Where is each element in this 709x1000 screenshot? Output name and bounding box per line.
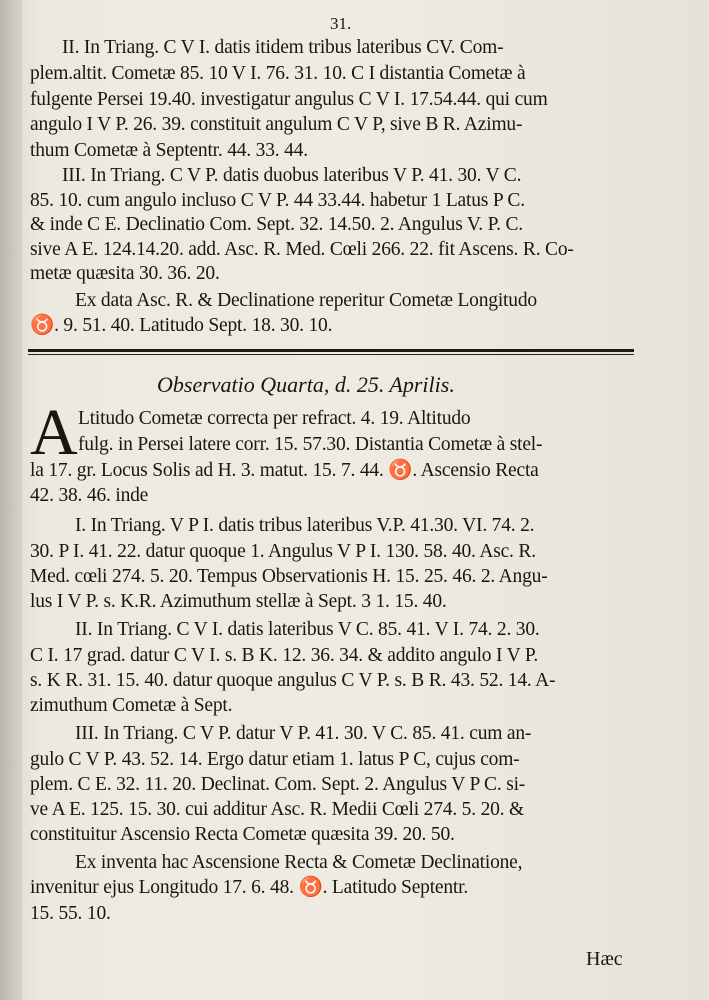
text-line: I. In Triang. V P I. datis tribus lateribus V.P. 41.30. VI. 74. 2.: [75, 515, 535, 536]
text-line: constituitur Ascensio Recta Cometæ quæsita 39. 20. 50.: [30, 824, 455, 845]
text-line: III. In Triang. C V P. datis duobus lateribus V P. 41. 30. V C.: [62, 165, 522, 186]
page-gutter-shadow: [0, 0, 22, 1000]
text-line: 42. 38. 46. inde: [30, 485, 149, 506]
text-line: ♉. 9. 51. 40. Latitudo Sept. 18. 30. 10.: [30, 315, 333, 336]
text-line: angulo I V P. 26. 39. constituit angulum C V P, sive B R. Azimu-: [30, 114, 523, 135]
text-line: Ex data Asc. R. & Declinatione reperitur Cometæ Longitudo: [75, 290, 537, 311]
section-rule: [28, 349, 634, 352]
text-line: fulg. in Persei latere corr. 15. 57.30. Distantia Cometæ à stel-: [78, 434, 543, 455]
text-line: C I. 17 grad. datur C V I. s. B K. 12. 36. 34. & addito angulo I V P.: [30, 645, 539, 666]
text-line: gulo C V P. 43. 52. 14. Ergo datur etiam 1. latus P C, cujus com-: [30, 749, 520, 770]
text-line: 30. P I. 41. 22. datur quoque 1. Angulus V P I. 130. 58. 40. Asc. R.: [30, 541, 536, 562]
text-line: plem. C E. 32. 11. 20. Declinat. Com. Sept. 2. Angulus V P C. si-: [30, 774, 526, 795]
drop-cap: A: [30, 396, 78, 469]
text-line: zimuthum Cometæ à Sept.: [30, 695, 233, 716]
section-rule-thin: [28, 354, 634, 355]
text-line: metæ quæsita 30. 36. 20.: [30, 263, 220, 284]
text-line: sive A E. 124.14.20. add. Asc. R. Med. Cœli 266. 22. fit Ascens. R. Co-: [30, 239, 574, 260]
text-line: s. K R. 31. 15. 40. datur quoque angulus C V P. s. B R. 43. 52. 14. A-: [30, 670, 556, 691]
section-heading: Observatio Quarta, d. 25. Aprilis.: [157, 372, 455, 397]
text-line: lus I V P. s. K.R. Azimuthum stellæ à Sept. 3 1. 15. 40.: [30, 591, 447, 612]
text-line: III. In Triang. C V P. datur V P. 41. 30. V C. 85. 41. cum an-: [75, 723, 532, 744]
text-line: Ltitudo Cometæ correcta per refract. 4. 19. Altitudo: [78, 408, 471, 429]
text-line: plem.altit. Cometæ 85. 10 V I. 76. 31. 10. C I distantia Cometæ à: [30, 63, 526, 84]
text-line: invenitur ejus Longitudo 17. 6. 48. ♉. Latitudo Septentr.: [30, 877, 469, 898]
text-line: II. In Triang. C V I. datis itidem tribus lateribus CV. Com-: [62, 37, 504, 58]
text-line: & inde C E. Declinatio Com. Sept. 32. 14.50. 2. Angulus V. P. C.: [30, 214, 523, 235]
text-line: II. In Triang. C V I. datis lateribus V C. 85. 41. V I. 74. 2. 30.: [75, 619, 540, 640]
text-line: 85. 10. cum angulo incluso C V P. 44 33.44. habetur 1 Latus P C.: [30, 190, 525, 211]
text-line: 15. 55. 10.: [30, 903, 111, 924]
text-line: thum Cometæ à Septentr. 44. 33. 44.: [30, 140, 308, 161]
text-line: Med. cœli 274. 5. 20. Tempus Observationis H. 15. 25. 46. 2. Angu-: [30, 566, 548, 587]
catchword: Hæc: [586, 948, 623, 970]
text-line: la 17. gr. Locus Solis ad H. 3. matut. 15. 7. 44. ♉. Ascensio Recta: [30, 460, 539, 481]
page-number: 31.: [330, 14, 352, 33]
text-line: fulgente Persei 19.40. investigatur angulus C V I. 17.54.44. qui cum: [30, 89, 548, 110]
text-line: Ex inventa hac Ascensione Recta & Cometæ Declinatione,: [75, 852, 523, 873]
text-line: ve A E. 125. 15. 30. cui additur Asc. R. Medii Cœli 274. 5. 20. &: [30, 799, 524, 820]
